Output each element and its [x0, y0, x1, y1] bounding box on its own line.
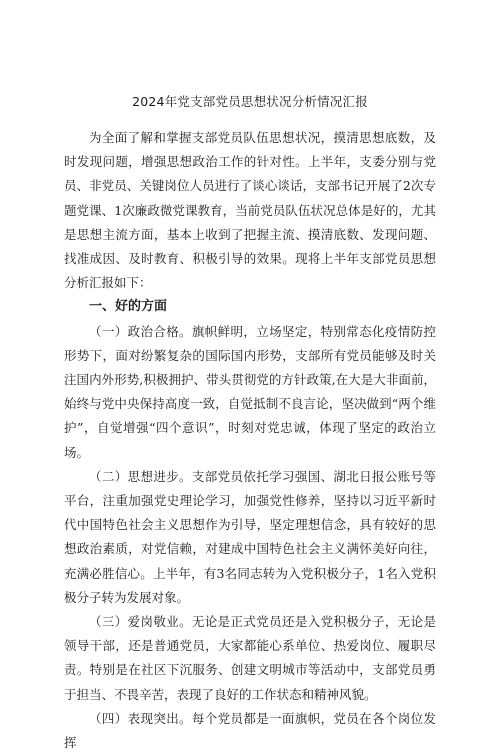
paragraph-outstanding: （四）表现突出。每个党员都是一面旗帜，党员在各个岗位发挥 [64, 710, 436, 751]
section-heading-good-aspects: 一、好的方面 [89, 299, 168, 315]
document-body [64, 126, 436, 755]
document-title: 2024年党支部党员思想状况分析情况汇报 [132, 94, 368, 109]
paragraph-political: （一）政治合格。旗帜鲜明，立场坚定，特别常态化疫情防控形势下，面对纷繁复杂的国际国内形势，支部所有党员能够及时关注国内外形势,积极拥护、带头贯彻党的方针政策,在大是大非面前，始终与党中央保持高度一致，自觉抵制不良言论，坚决做到“两个维护”，自觉增强“四个意识”，时刻对党忠诚，体现了坚定的政治立场。 [64, 323, 436, 460]
paragraph-ideological: （二）思想进步。支部党员依托学习强国、湖北日报公账号等平台，注重加强党史理论学习，加强党性修养，坚持以习近平新时代中国特色社会主义思想作为引导，坚定理想信念，具有较好的思想政治素质，对党信赖，对建成中国特色社会主义满怀美好向往，充满必胜信心。上半年，有3名同志转为入党积极分子，1名入党积极分子转为发展对象。 [64, 468, 436, 605]
intro-paragraph: 为全面了解和掌握支部党员队伍思想状况，摸清思想底数，及时发现问题，增强思想政治工作的针对性。上半年，支委分别与党员、非党员、关键岗位人员进行了谈心谈话，支部书记开展了2次专题党课、1次廉政微党课教育，当前党员队伍状况总体是好的，尤其是思想主流方面，基本上收到了把握主流、摸清底数、发现问题、找准成因、及时教育、积极引导的效果。现将上半年支部党员思想分析汇报如下： [64, 130, 436, 291]
paragraph-dedication: （三）爱岗敬业。无论是正式党员还是入党积极分子，无论是领导干部，还是普通党员，大家都能心系单位、热爱岗位、履职尽责。特别是在社区下沉服务、创建文明城市等活动中，支部党员勇于担当、不畏辛苦，表现了良好的工作状态和精神风貌。 [64, 614, 436, 702]
